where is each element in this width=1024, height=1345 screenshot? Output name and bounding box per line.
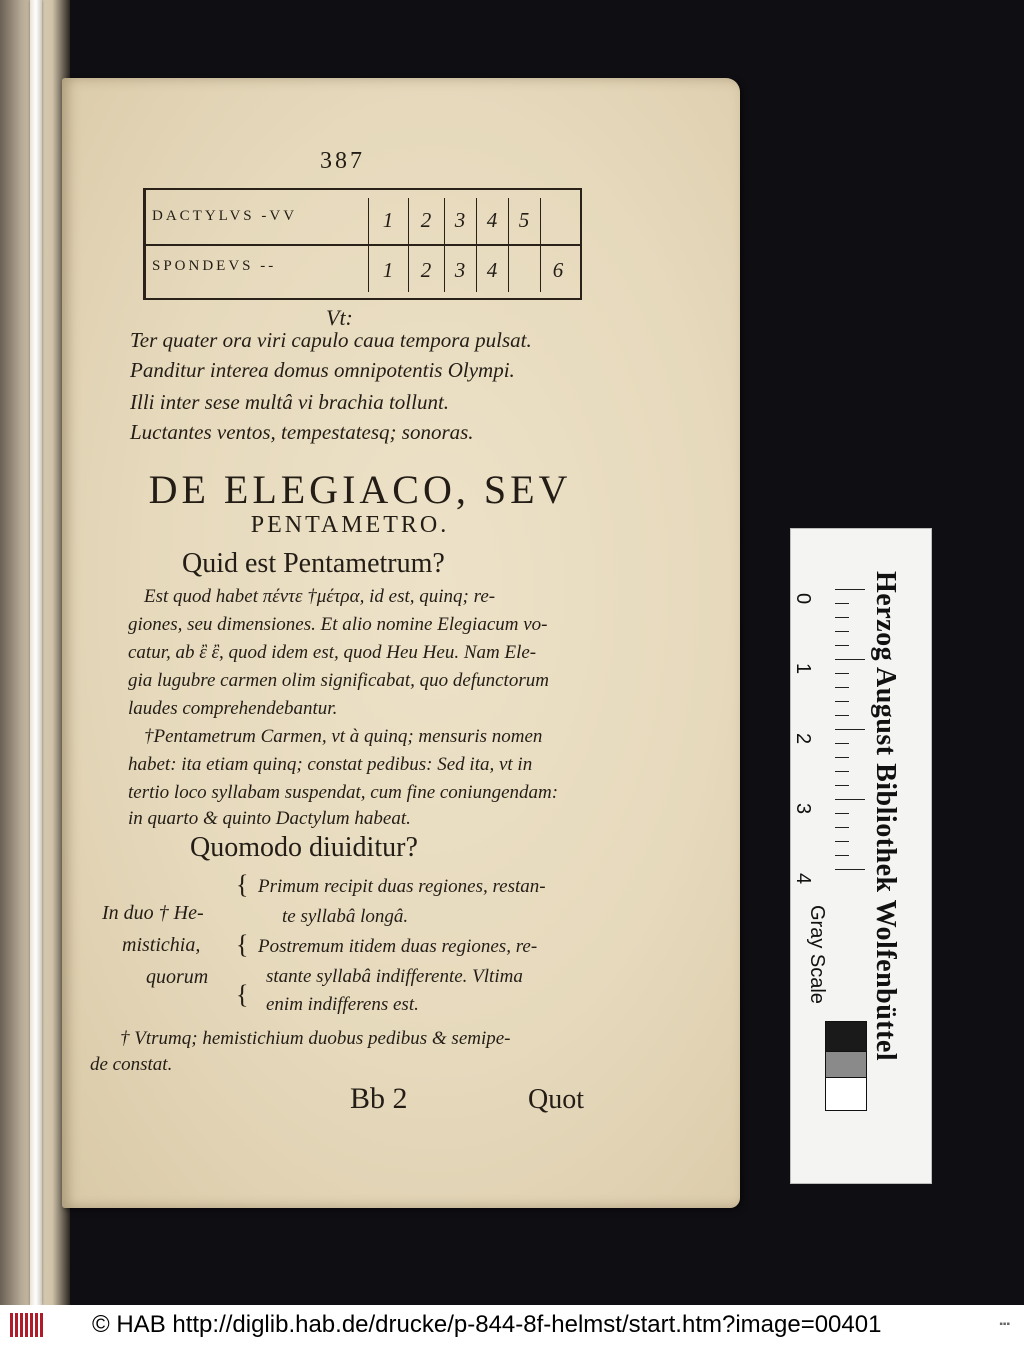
division-line: te syllabâ longâ.	[282, 906, 409, 927]
scale-tick	[835, 645, 849, 646]
verse-line: Ter quater ora viri capulo caua tempora pulsat.	[130, 328, 532, 352]
scale-number: 0	[792, 592, 815, 605]
scale-tick	[835, 813, 849, 814]
paragraph-line: laudes comprehendebantur.	[128, 698, 338, 719]
scale-tick	[835, 687, 849, 688]
scale-number: 2	[792, 732, 815, 745]
section-subheading: PENTAMETRO.	[250, 512, 450, 538]
division-label: mistichia,	[122, 934, 201, 956]
scale-number: 4	[792, 872, 815, 885]
scale-tick	[835, 799, 865, 800]
scale-tick	[835, 631, 849, 632]
scale-tick	[835, 659, 865, 660]
question-heading: Quid est Pentametrum?	[182, 548, 445, 579]
table-cell: 2	[420, 258, 432, 282]
table-row	[146, 196, 580, 244]
table-cell: 5	[518, 208, 530, 232]
paragraph-line: giones, seu dimensiones. Et alio nomine Elegiacum vo-	[128, 614, 548, 635]
paragraph-line: †Pentametrum Carmen, vt à quinq; mensuris nomen	[144, 726, 543, 747]
table-cell: 3	[454, 208, 466, 232]
gray-swatch-black	[825, 1021, 867, 1053]
scale-number: 1	[792, 662, 815, 675]
scale-tick	[835, 757, 849, 758]
spondeus-label: SPONDEVS --	[152, 258, 277, 274]
corner-dots-icon: ▪▪▪	[999, 1319, 1010, 1330]
paragraph-line: catur, ab ἒ ἒ, quod idem est, quod Heu Heu. Nam Ele-	[128, 642, 537, 663]
gray-scale-label: Gray Scale	[806, 905, 828, 1004]
scale-tick	[835, 743, 849, 744]
brace-mark: {	[236, 930, 249, 959]
division-line: Primum recipit duas regiones, restan-	[258, 876, 546, 897]
dactylus-label: DACTYLVS -VV	[152, 208, 298, 224]
table-cell: 4	[486, 208, 498, 232]
paragraph-line: de constat.	[90, 1054, 173, 1075]
meter-table	[143, 188, 582, 300]
division-label: quorum	[146, 966, 209, 988]
catchword: Quot	[528, 1084, 584, 1115]
verse-line: Illi inter sese multâ vi brachia tollunt.	[130, 390, 450, 414]
table-cell: 1	[382, 258, 394, 282]
page-edge-strip	[30, 0, 42, 1305]
scale-tick	[835, 673, 849, 674]
verse-line: Panditur interea domus omnipotentis Olympi.	[130, 358, 515, 382]
scale-tick	[835, 771, 849, 772]
verse-line: Luctantes ventos, tempestatesq; sonoras.	[130, 420, 474, 444]
caption-bar	[0, 1305, 1024, 1345]
scale-tick	[835, 827, 849, 828]
gray-swatch-mid	[825, 1051, 867, 1079]
scale-card	[790, 528, 932, 1184]
paragraph-line: † Vtrumq; hemistichium duobus pedibus & semipe-	[120, 1028, 511, 1049]
question-heading: Quomodo diuiditur?	[190, 832, 418, 863]
section-heading: DE ELEGIACO, SEV	[148, 467, 572, 512]
scale-tick	[835, 729, 865, 730]
example-label: Vt:	[326, 305, 353, 330]
signature-mark: Bb 2	[350, 1082, 408, 1115]
hab-logo-icon	[10, 1313, 46, 1337]
paragraph-line: in quarto & quinto Dactylum habeat.	[128, 808, 411, 829]
page-number: 387	[320, 148, 365, 174]
table-cell: 2	[420, 208, 432, 232]
scale-tick	[835, 785, 849, 786]
scale-number: 3	[792, 802, 815, 815]
division-label: In duo † He-	[102, 902, 204, 924]
gray-swatch-white	[825, 1077, 867, 1111]
scale-tick	[835, 589, 865, 590]
table-cell: 4	[486, 258, 498, 282]
scale-tick	[835, 869, 865, 870]
scale-tick	[835, 855, 849, 856]
paragraph-line: gia lugubre carmen olim significabat, quo defunctorum	[128, 670, 549, 691]
table-cell: 3	[454, 258, 466, 282]
scale-tick	[835, 617, 849, 618]
division-line: Postremum itidem duas regiones, re-	[258, 936, 538, 957]
copyright-link[interactable]: © HAB http://diglib.hab.de/drucke/p-844-8f-helmst/start.htm?image=00401	[92, 1311, 882, 1338]
division-line: stante syllabâ indifferente. Vltima	[266, 966, 523, 987]
brace-mark: {	[236, 870, 249, 899]
table-row	[146, 246, 580, 294]
division-line: enim indifferens est.	[266, 994, 419, 1015]
scale-tick	[835, 841, 849, 842]
table-cell: 1	[382, 208, 394, 232]
scale-tick	[835, 715, 849, 716]
scale-tick	[835, 701, 849, 702]
table-cell: 6	[552, 258, 564, 282]
paragraph-line: Est quod habet πέντε †μέτρα, id est, quinq; re-	[144, 586, 496, 607]
paragraph-line: habet: ita etiam quinq; constat pedibus: Sed ita, vt in	[128, 754, 533, 775]
brace-mark: {	[236, 980, 249, 1009]
institution-name: Herzog August Bibliothek Wolfenbüttel	[870, 571, 901, 1062]
scale-tick	[835, 603, 849, 604]
paragraph-line: tertio loco syllabam suspendat, cum fine coniungendam:	[128, 782, 559, 803]
